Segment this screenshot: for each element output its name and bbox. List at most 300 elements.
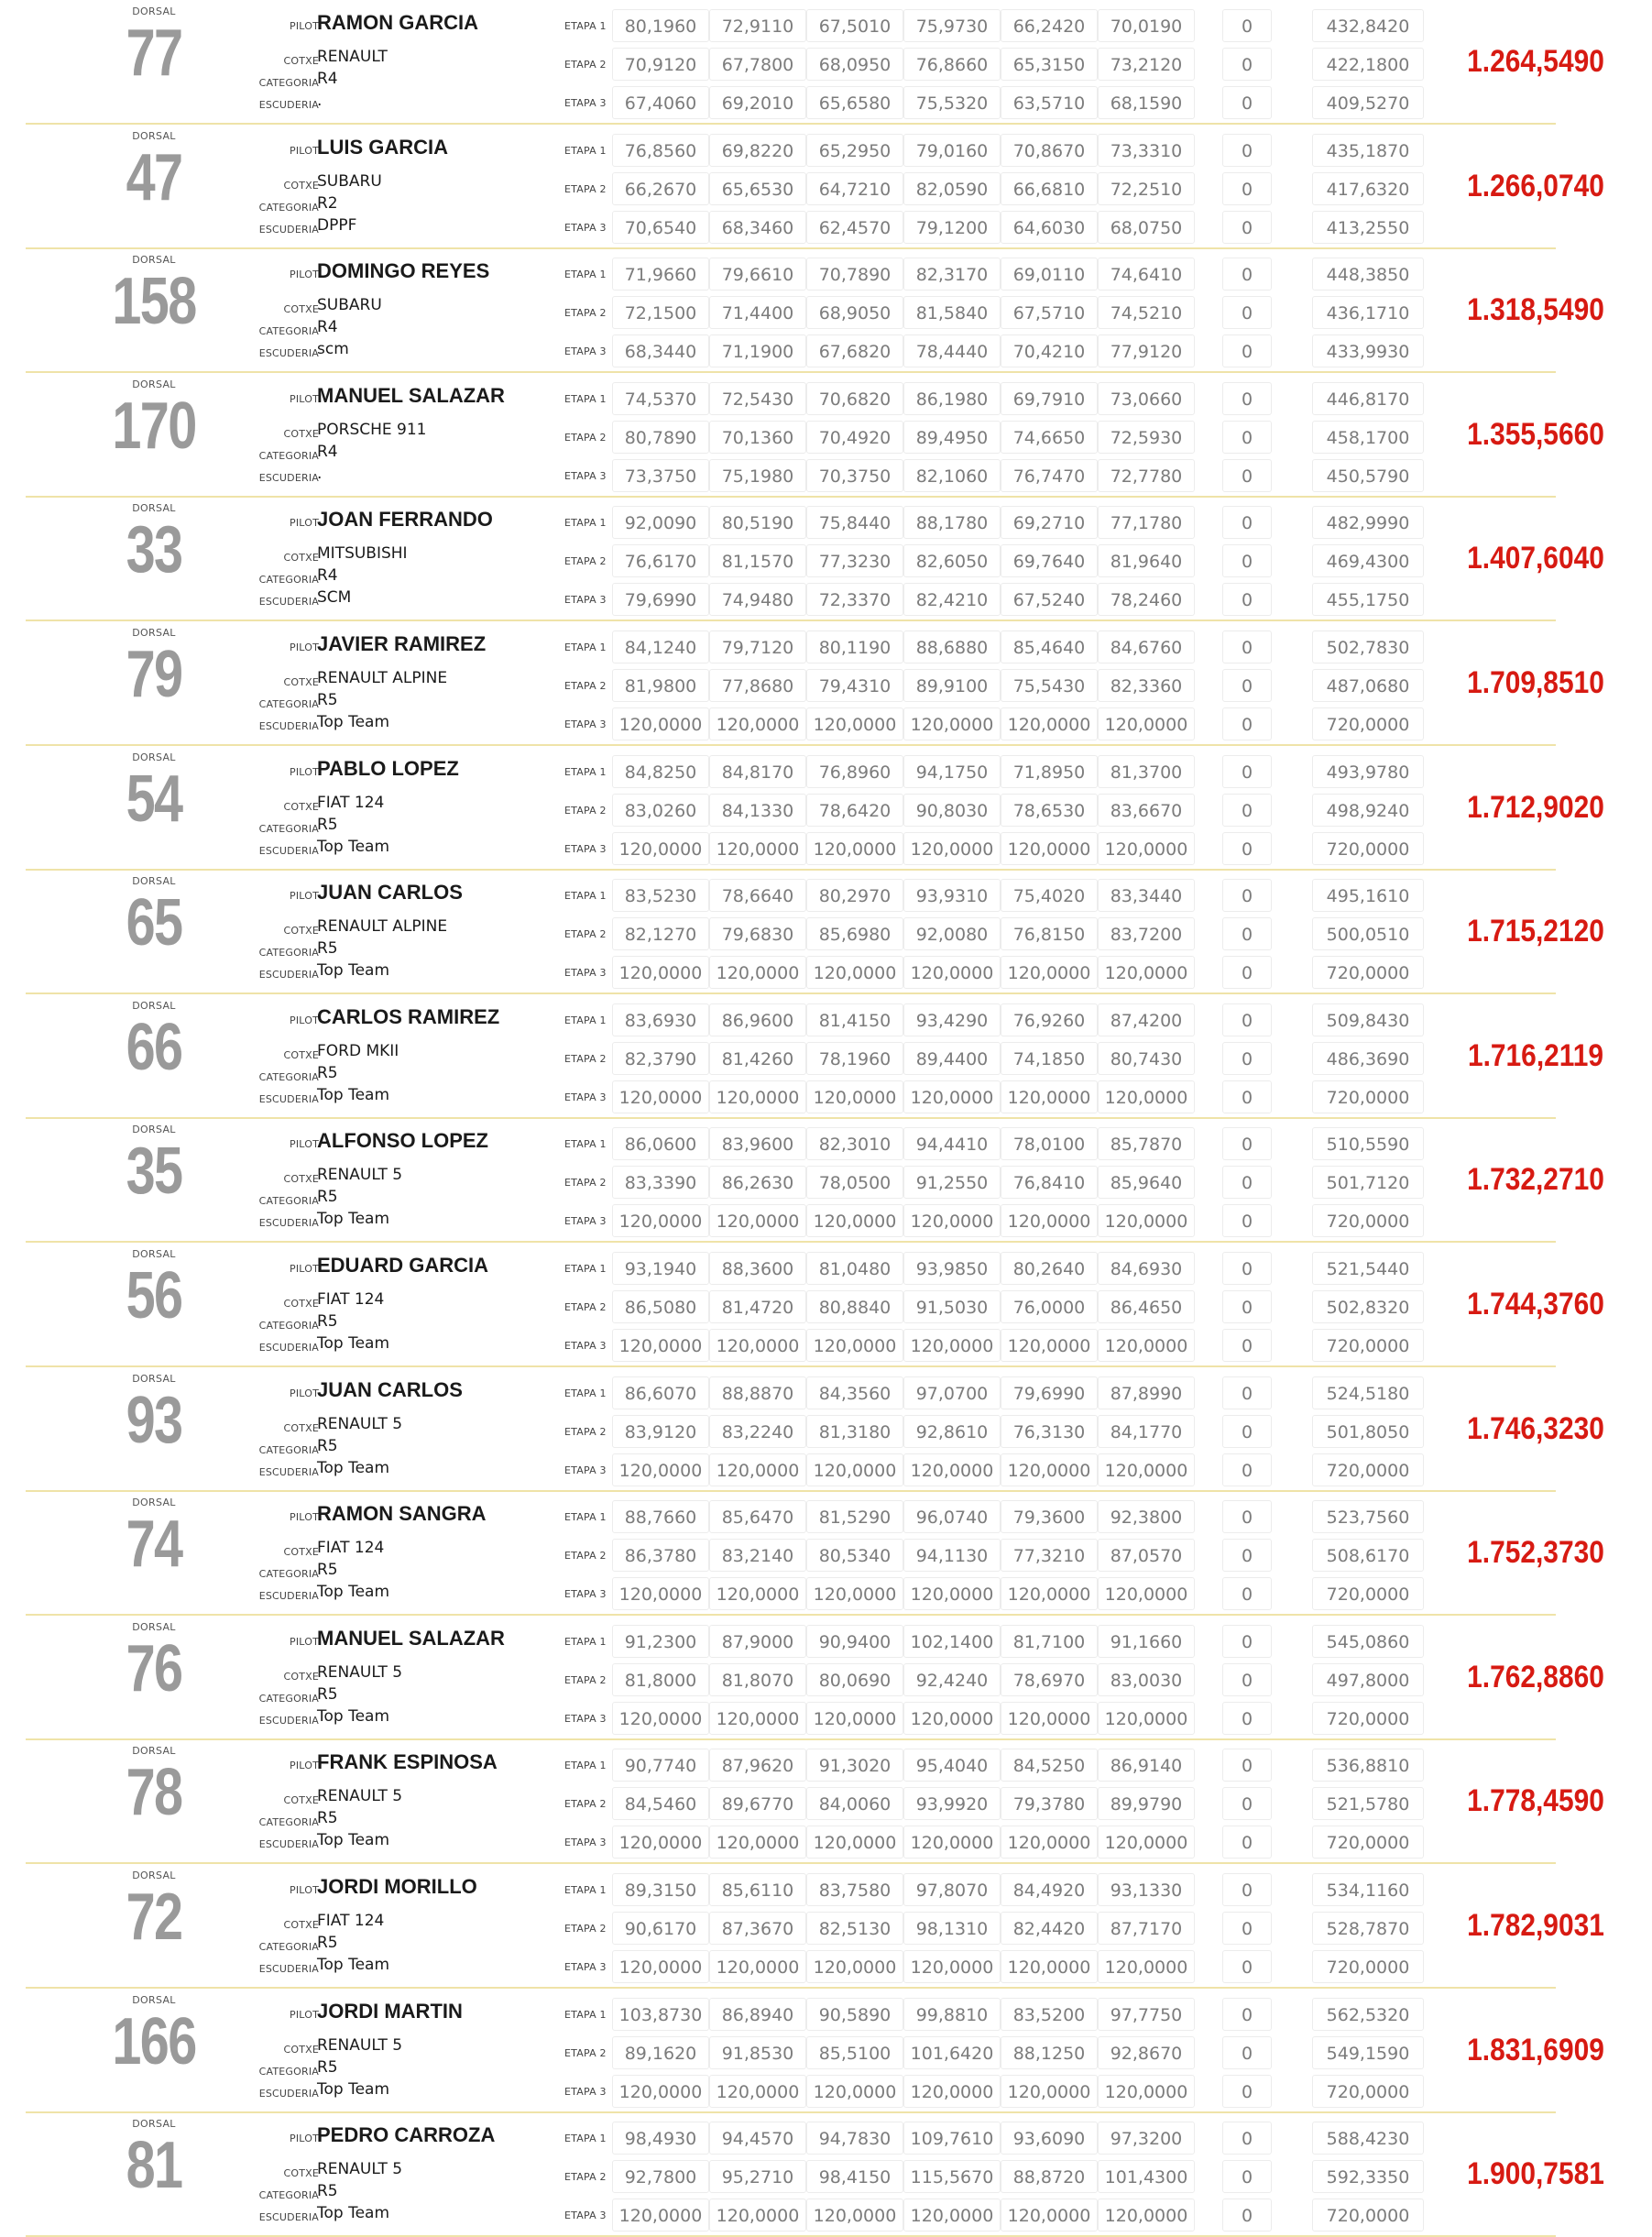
stage-label: ETAPA 3: [564, 1340, 607, 1352]
stage-time-cell: 77,3230: [806, 544, 903, 577]
stage-time-cell: 120,0000: [612, 1453, 709, 1486]
stage-time-cell: 120,0000: [903, 832, 1001, 865]
car-model: FIAT 124: [317, 1912, 385, 1930]
stage-time-cell: 91,5030: [903, 1290, 1001, 1323]
stage-time-cell: 70,6540: [612, 211, 709, 244]
stage-time-cell: 73,3310: [1098, 134, 1195, 167]
dorsal-label: DORSAL: [132, 627, 176, 639]
stage-label: ETAPA 1: [564, 1387, 607, 1399]
stage-total-cell: 448,3850: [1312, 258, 1424, 291]
stage-time-cell: 64,6030: [1001, 211, 1098, 244]
grand-total: 1.746,3230: [1467, 1411, 1604, 1446]
stage-time-cell: 81,4720: [709, 1290, 806, 1323]
stage-time-cell: 79,6830: [709, 917, 806, 950]
stage-time-cell: 81,5290: [806, 1500, 903, 1533]
stage-time-cell: 120,0000: [1098, 1702, 1195, 1735]
stage-time-cell: 78,0500: [806, 1166, 903, 1199]
stage-time-cell: 84,1770: [1098, 1415, 1195, 1448]
penalty-cell: 0: [1222, 2160, 1272, 2193]
stage-time-cell: 68,0950: [806, 48, 903, 81]
stage-label: ETAPA 2: [564, 680, 607, 692]
penalty-cell: 0: [1222, 1826, 1272, 1859]
team-name: .: [317, 92, 323, 110]
pilot-name: JUAN CARLOS: [317, 1378, 463, 1401]
dorsal-label: DORSAL: [132, 1373, 176, 1385]
stage-time-cell: 73,0660: [1098, 382, 1195, 415]
pilot-name: CARLOS RAMIREZ: [317, 1005, 500, 1028]
stage-time-cell: 81,1570: [709, 544, 806, 577]
category-label: CATEGORIA: [258, 1320, 319, 1332]
stage-time-cell: 86,2630: [709, 1166, 806, 1199]
stage-time-cell: 120,0000: [709, 1080, 806, 1113]
stage-time-cell: 91,3020: [806, 1749, 903, 1782]
stage-time-cell: 89,9790: [1098, 1787, 1195, 1820]
penalty-cell: 0: [1222, 917, 1272, 950]
dorsal-number: 72: [126, 1881, 182, 1954]
dorsal-number: 166: [112, 2005, 196, 2078]
pilot-label: PILOT: [290, 641, 319, 653]
stage-time-cell: 120,0000: [1098, 832, 1195, 865]
stage-time-cell: 82,1060: [903, 459, 1001, 492]
stage-time-cell: 120,0000: [612, 707, 709, 740]
stage-time-cell: 80,1190: [806, 631, 903, 663]
stage-time-cell: 70,1360: [709, 421, 806, 454]
stage-time-cell: 83,0030: [1098, 1663, 1195, 1696]
penalty-cell: 0: [1222, 2075, 1272, 2108]
stage-time-cell: 120,0000: [612, 1950, 709, 1983]
stage-time-cell: 120,0000: [1001, 1080, 1098, 1113]
stage-total-cell: 720,0000: [1312, 1329, 1424, 1362]
stage-time-cell: 89,4400: [903, 1042, 1001, 1075]
category-label: CATEGORIA: [258, 1693, 319, 1705]
stage-label: ETAPA 1: [564, 517, 607, 529]
stage-time-cell: 93,4290: [903, 1003, 1001, 1036]
dorsal-label: DORSAL: [132, 254, 176, 266]
stage-time-cell: 75,9730: [903, 9, 1001, 42]
stage-total-cell: 498,9240: [1312, 794, 1424, 827]
penalty-cell: 0: [1222, 1290, 1272, 1323]
stage-time-cell: 92,0080: [903, 917, 1001, 950]
stage-total-cell: 523,7560: [1312, 1500, 1424, 1533]
stage-time-cell: 63,5710: [1001, 86, 1098, 119]
penalty-cell: 0: [1222, 2036, 1272, 2069]
stage-time-cell: 82,3790: [612, 1042, 709, 1075]
stage-time-cell: 84,5250: [1001, 1749, 1098, 1782]
car-label: COTXE: [283, 303, 319, 315]
stage-time-cell: 72,7780: [1098, 459, 1195, 492]
pilot-label: PILOT: [290, 20, 319, 32]
penalty-cell: 0: [1222, 1204, 1272, 1237]
dorsal-number: 74: [126, 1508, 182, 1581]
stage-time-cell: 83,9600: [709, 1127, 806, 1160]
car-label: COTXE: [283, 428, 319, 440]
pilot-label: PILOT: [290, 1511, 319, 1523]
category-value: R5: [317, 1064, 338, 1082]
stage-time-cell: 89,6770: [709, 1787, 806, 1820]
penalty-cell: 0: [1222, 421, 1272, 454]
stage-time-cell: 85,7870: [1098, 1127, 1195, 1160]
penalty-cell: 0: [1222, 382, 1272, 415]
stage-time-cell: 88,8870: [709, 1376, 806, 1409]
dorsal-number: 54: [126, 762, 182, 836]
stage-time-cell: 120,0000: [806, 2199, 903, 2232]
penalty-cell: 0: [1222, 2122, 1272, 2155]
stage-total-cell: 720,0000: [1312, 1204, 1424, 1237]
penalty-cell: 0: [1222, 1663, 1272, 1696]
stage-time-cell: 84,8250: [612, 755, 709, 788]
team-label: ESCUDERIA: [258, 2211, 319, 2223]
stage-label: ETAPA 1: [564, 269, 607, 280]
stage-label: ETAPA 1: [564, 1636, 607, 1648]
stage-time-cell: 82,5130: [806, 1912, 903, 1945]
stage-time-cell: 76,8410: [1001, 1166, 1098, 1199]
category-label: CATEGORIA: [258, 1816, 319, 1828]
stage-time-cell: 72,3370: [806, 583, 903, 616]
entry-block: [26, 621, 1638, 746]
dorsal-label: DORSAL: [132, 5, 176, 17]
pilot-name: PABLO LOPEZ: [317, 757, 459, 780]
stage-time-cell: 86,9600: [709, 1003, 806, 1036]
stage-time-cell: 120,0000: [1001, 832, 1098, 865]
stage-time-cell: 82,0590: [903, 172, 1001, 205]
penalty-cell: 0: [1222, 1787, 1272, 1820]
stage-time-cell: 78,4440: [903, 334, 1001, 367]
stage-label: ETAPA 1: [564, 1760, 607, 1771]
stage-time-cell: 87,9620: [709, 1749, 806, 1782]
stage-time-cell: 120,0000: [903, 1577, 1001, 1610]
grand-total: 1.318,5490: [1467, 292, 1604, 327]
grand-total: 1.407,6040: [1467, 541, 1604, 576]
car-model: RENAULT ALPINE: [317, 917, 448, 936]
stage-time-cell: 75,5320: [903, 86, 1001, 119]
category-label: CATEGORIA: [258, 823, 319, 835]
grand-total: 1.715,2120: [1467, 914, 1604, 949]
stage-time-cell: 91,2300: [612, 1625, 709, 1658]
dorsal-label: DORSAL: [132, 1994, 176, 2006]
penalty-cell: 0: [1222, 832, 1272, 865]
penalty-cell: 0: [1222, 1127, 1272, 1160]
entry-block: [26, 125, 1638, 249]
stage-time-cell: 120,0000: [1098, 1950, 1195, 1983]
stage-total-cell: 509,8430: [1312, 1003, 1424, 1036]
stage-time-cell: 81,3180: [806, 1415, 903, 1448]
grand-total: 1.752,3730: [1467, 1535, 1604, 1570]
dorsal-label: DORSAL: [132, 130, 176, 142]
category-value: R5: [317, 2058, 338, 2077]
stage-time-cell: 86,1980: [903, 382, 1001, 415]
category-value: R5: [317, 1809, 338, 1827]
stage-time-cell: 86,0600: [612, 1127, 709, 1160]
stage-time-cell: 90,9400: [806, 1625, 903, 1658]
stage-label: ETAPA 3: [564, 1961, 607, 1973]
penalty-cell: 0: [1222, 2199, 1272, 2232]
stage-time-cell: 90,7740: [612, 1749, 709, 1782]
stage-time-cell: 72,1500: [612, 296, 709, 329]
stage-time-cell: 120,0000: [1098, 1204, 1195, 1237]
stage-total-cell: 521,5440: [1312, 1252, 1424, 1285]
stage-time-cell: 81,8070: [709, 1663, 806, 1696]
stage-time-cell: 81,4150: [806, 1003, 903, 1036]
dorsal-number: 170: [112, 389, 196, 463]
pilot-label: PILOT: [290, 2009, 319, 2021]
stage-time-cell: 71,1900: [709, 334, 806, 367]
stage-time-cell: 120,0000: [709, 956, 806, 989]
stage-time-cell: 88,7660: [612, 1500, 709, 1533]
stage-time-cell: 82,3170: [903, 258, 1001, 291]
stage-time-cell: 86,5080: [612, 1290, 709, 1323]
stage-time-cell: 79,4310: [806, 669, 903, 702]
pilot-name: JORDI MORILLO: [317, 1875, 477, 1898]
stage-time-cell: 69,0110: [1001, 258, 1098, 291]
stage-time-cell: 74,6650: [1001, 421, 1098, 454]
team-name: Top Team: [317, 1583, 390, 1601]
stage-total-cell: 422,1800: [1312, 48, 1424, 81]
stage-label: ETAPA 3: [564, 2210, 607, 2221]
stage-time-cell: 90,8030: [903, 794, 1001, 827]
team-label: ESCUDERIA: [258, 1466, 319, 1478]
penalty-cell: 0: [1222, 879, 1272, 912]
stage-time-cell: 78,6640: [709, 879, 806, 912]
category-value: R5: [317, 939, 338, 958]
stage-total-cell: 720,0000: [1312, 832, 1424, 865]
dorsal-label: DORSAL: [132, 502, 176, 514]
stage-time-cell: 80,2640: [1001, 1252, 1098, 1285]
grand-total: 1.732,2710: [1467, 1162, 1604, 1197]
stage-time-cell: 68,9050: [806, 296, 903, 329]
team-label: ESCUDERIA: [258, 1217, 319, 1229]
team-label: ESCUDERIA: [258, 2088, 319, 2100]
stage-label: ETAPA 2: [564, 59, 607, 71]
stage-label: ETAPA 1: [564, 2009, 607, 2021]
stage-label: ETAPA 3: [564, 1713, 607, 1725]
stage-time-cell: 72,9110: [709, 9, 806, 42]
car-label: COTXE: [283, 1794, 319, 1806]
stage-time-cell: 79,6610: [709, 258, 806, 291]
stage-total-cell: 501,7120: [1312, 1166, 1424, 1199]
category-value: R2: [317, 194, 338, 213]
penalty-cell: 0: [1222, 211, 1272, 244]
stage-time-cell: 120,0000: [1001, 1826, 1098, 1859]
entry-block: [26, 1243, 1638, 1367]
stage-time-cell: 86,8940: [709, 1998, 806, 2031]
stage-time-cell: 66,2670: [612, 172, 709, 205]
stage-time-cell: 84,0060: [806, 1787, 903, 1820]
stage-label: ETAPA 2: [564, 1798, 607, 1810]
stage-time-cell: 83,2240: [709, 1415, 806, 1448]
car-model: RENAULT 5: [317, 2036, 403, 2055]
stage-time-cell: 77,8680: [709, 669, 806, 702]
stage-time-cell: 94,1750: [903, 755, 1001, 788]
stage-label: ETAPA 2: [564, 1053, 607, 1065]
category-label: CATEGORIA: [258, 574, 319, 586]
stage-time-cell: 89,3150: [612, 1873, 709, 1906]
stage-time-cell: 80,5190: [709, 506, 806, 539]
stage-total-cell: 435,1870: [1312, 134, 1424, 167]
stage-time-cell: 70,0190: [1098, 9, 1195, 42]
penalty-cell: 0: [1222, 1003, 1272, 1036]
penalty-cell: 0: [1222, 296, 1272, 329]
stage-time-cell: 79,6990: [612, 583, 709, 616]
penalty-cell: 0: [1222, 506, 1272, 539]
stage-total-cell: 433,9930: [1312, 334, 1424, 367]
stage-time-cell: 80,1960: [612, 9, 709, 42]
penalty-cell: 0: [1222, 1376, 1272, 1409]
entry-block: [26, 1616, 1638, 1740]
stage-time-cell: 92,8670: [1098, 2036, 1195, 2069]
stage-time-cell: 120,0000: [612, 1702, 709, 1735]
pilot-label: PILOT: [290, 393, 319, 405]
stage-time-cell: 76,8150: [1001, 917, 1098, 950]
category-value: R4: [317, 318, 338, 336]
car-label: COTXE: [283, 1049, 319, 1061]
category-value: R5: [317, 1934, 338, 1952]
stage-total-cell: 720,0000: [1312, 1453, 1424, 1486]
entry-block: [26, 994, 1638, 1119]
team-name: Top Team: [317, 1707, 390, 1726]
stage-time-cell: 115,5670: [903, 2160, 1001, 2193]
stage-time-cell: 80,2970: [806, 879, 903, 912]
stage-time-cell: 82,1270: [612, 917, 709, 950]
stage-time-cell: 65,6530: [709, 172, 806, 205]
car-label: COTXE: [283, 180, 319, 192]
stage-time-cell: 79,0160: [903, 134, 1001, 167]
stage-time-cell: 83,3440: [1098, 879, 1195, 912]
stage-time-cell: 89,4950: [903, 421, 1001, 454]
stage-time-cell: 83,5230: [612, 879, 709, 912]
team-name: Top Team: [317, 1334, 390, 1353]
stage-time-cell: 76,8560: [612, 134, 709, 167]
stage-time-cell: 85,6980: [806, 917, 903, 950]
dorsal-number: 66: [126, 1011, 182, 1084]
stage-time-cell: 94,4410: [903, 1127, 1001, 1160]
stage-time-cell: 67,5710: [1001, 296, 1098, 329]
penalty-cell: 0: [1222, 459, 1272, 492]
stage-time-cell: 120,0000: [903, 956, 1001, 989]
stage-time-cell: 81,5840: [903, 296, 1001, 329]
car-label: COTXE: [283, 1173, 319, 1185]
car-label: COTXE: [283, 1546, 319, 1558]
stage-time-cell: 120,0000: [1098, 956, 1195, 989]
stage-time-cell: 84,6760: [1098, 631, 1195, 663]
stage-time-cell: 120,0000: [612, 2199, 709, 2232]
team-label: ESCUDERIA: [258, 1342, 319, 1354]
grand-total: 1.712,9020: [1467, 790, 1604, 825]
stage-label: ETAPA 3: [564, 1588, 607, 1600]
stage-total-cell: 549,1590: [1312, 2036, 1424, 2069]
stage-time-cell: 84,4920: [1001, 1873, 1098, 1906]
stage-time-cell: 85,4640: [1001, 631, 1098, 663]
penalty-cell: 0: [1222, 1539, 1272, 1572]
stage-time-cell: 65,3150: [1001, 48, 1098, 81]
pilot-name: MANUEL SALAZAR: [317, 384, 505, 407]
team-label: ESCUDERIA: [258, 99, 319, 111]
stage-time-cell: 69,8220: [709, 134, 806, 167]
stage-label: ETAPA 3: [564, 1215, 607, 1227]
stage-time-cell: 93,6090: [1001, 2122, 1098, 2155]
grand-total: 1.762,8860: [1467, 1660, 1604, 1694]
team-label: ESCUDERIA: [258, 596, 319, 608]
stage-time-cell: 120,0000: [806, 1453, 903, 1486]
pilot-name: JOAN FERRANDO: [317, 508, 493, 531]
stage-time-cell: 70,7890: [806, 258, 903, 291]
stage-total-cell: 432,8420: [1312, 9, 1424, 42]
category-value: R5: [317, 1437, 338, 1455]
entry-block: [26, 1118, 1638, 1243]
car-model: RENAULT: [317, 48, 388, 66]
stage-time-cell: 120,0000: [806, 1577, 903, 1610]
pilot-label: PILOT: [290, 766, 319, 778]
car-model: PORSCHE 911: [317, 421, 427, 439]
stage-time-cell: 86,6070: [612, 1376, 709, 1409]
category-label: CATEGORIA: [258, 698, 319, 710]
car-label: COTXE: [283, 55, 319, 67]
stage-time-cell: 120,0000: [903, 2199, 1001, 2232]
team-label: ESCUDERIA: [258, 472, 319, 484]
stage-time-cell: 120,0000: [709, 1329, 806, 1362]
stage-time-cell: 93,1330: [1098, 1873, 1195, 1906]
stage-label: ETAPA 3: [564, 222, 607, 234]
stage-time-cell: 85,6470: [709, 1500, 806, 1533]
category-value: R5: [317, 1561, 338, 1579]
stage-total-cell: 495,1610: [1312, 879, 1424, 912]
dorsal-label: DORSAL: [132, 1745, 176, 1757]
stage-label: ETAPA 2: [564, 1923, 607, 1935]
category-label: CATEGORIA: [258, 1941, 319, 1953]
stage-label: ETAPA 1: [564, 1263, 607, 1275]
stage-total-cell: 510,5590: [1312, 1127, 1424, 1160]
stage-label: ETAPA 1: [564, 641, 607, 653]
stage-time-cell: 77,3210: [1001, 1539, 1098, 1572]
stage-label: ETAPA 2: [564, 928, 607, 940]
stage-time-cell: 120,0000: [1001, 2199, 1098, 2232]
stage-time-cell: 93,9850: [903, 1252, 1001, 1285]
pilot-name: PEDRO CARROZA: [317, 2123, 496, 2146]
car-label: COTXE: [283, 1422, 319, 1434]
stage-time-cell: 76,3130: [1001, 1415, 1098, 1448]
stage-time-cell: 120,0000: [806, 2075, 903, 2108]
dorsal-label: DORSAL: [132, 2118, 176, 2130]
grand-total: 1.778,4590: [1467, 1783, 1604, 1818]
stage-time-cell: 97,7750: [1098, 1998, 1195, 2031]
stage-total-cell: 508,6170: [1312, 1539, 1424, 1572]
category-label: CATEGORIA: [258, 1568, 319, 1580]
pilot-name: FRANK ESPINOSA: [317, 1750, 498, 1773]
car-label: COTXE: [283, 676, 319, 688]
stage-label: ETAPA 1: [564, 2133, 607, 2144]
stage-total-cell: 455,1750: [1312, 583, 1424, 616]
category-value: R5: [317, 691, 338, 709]
team-name: scm: [317, 340, 349, 358]
car-model: FIAT 124: [317, 794, 385, 812]
stage-label: ETAPA 3: [564, 97, 607, 109]
stage-label: ETAPA 2: [564, 1674, 607, 1686]
stage-time-cell: 87,8990: [1098, 1376, 1195, 1409]
stage-total-cell: 497,8000: [1312, 1663, 1424, 1696]
team-name: Top Team: [317, 838, 390, 856]
stage-time-cell: 67,7800: [709, 48, 806, 81]
stage-time-cell: 91,2550: [903, 1166, 1001, 1199]
dorsal-label: DORSAL: [132, 751, 176, 763]
dorsal-number: 76: [126, 1632, 182, 1705]
stage-label: ETAPA 3: [564, 718, 607, 730]
stage-label: ETAPA 2: [564, 432, 607, 444]
grand-total: 1.900,7581: [1467, 2156, 1604, 2191]
stage-time-cell: 78,1960: [806, 1042, 903, 1075]
team-label: ESCUDERIA: [258, 1963, 319, 1975]
stage-time-cell: 82,6050: [903, 544, 1001, 577]
stage-time-cell: 75,5430: [1001, 669, 1098, 702]
category-label: CATEGORIA: [258, 77, 319, 89]
